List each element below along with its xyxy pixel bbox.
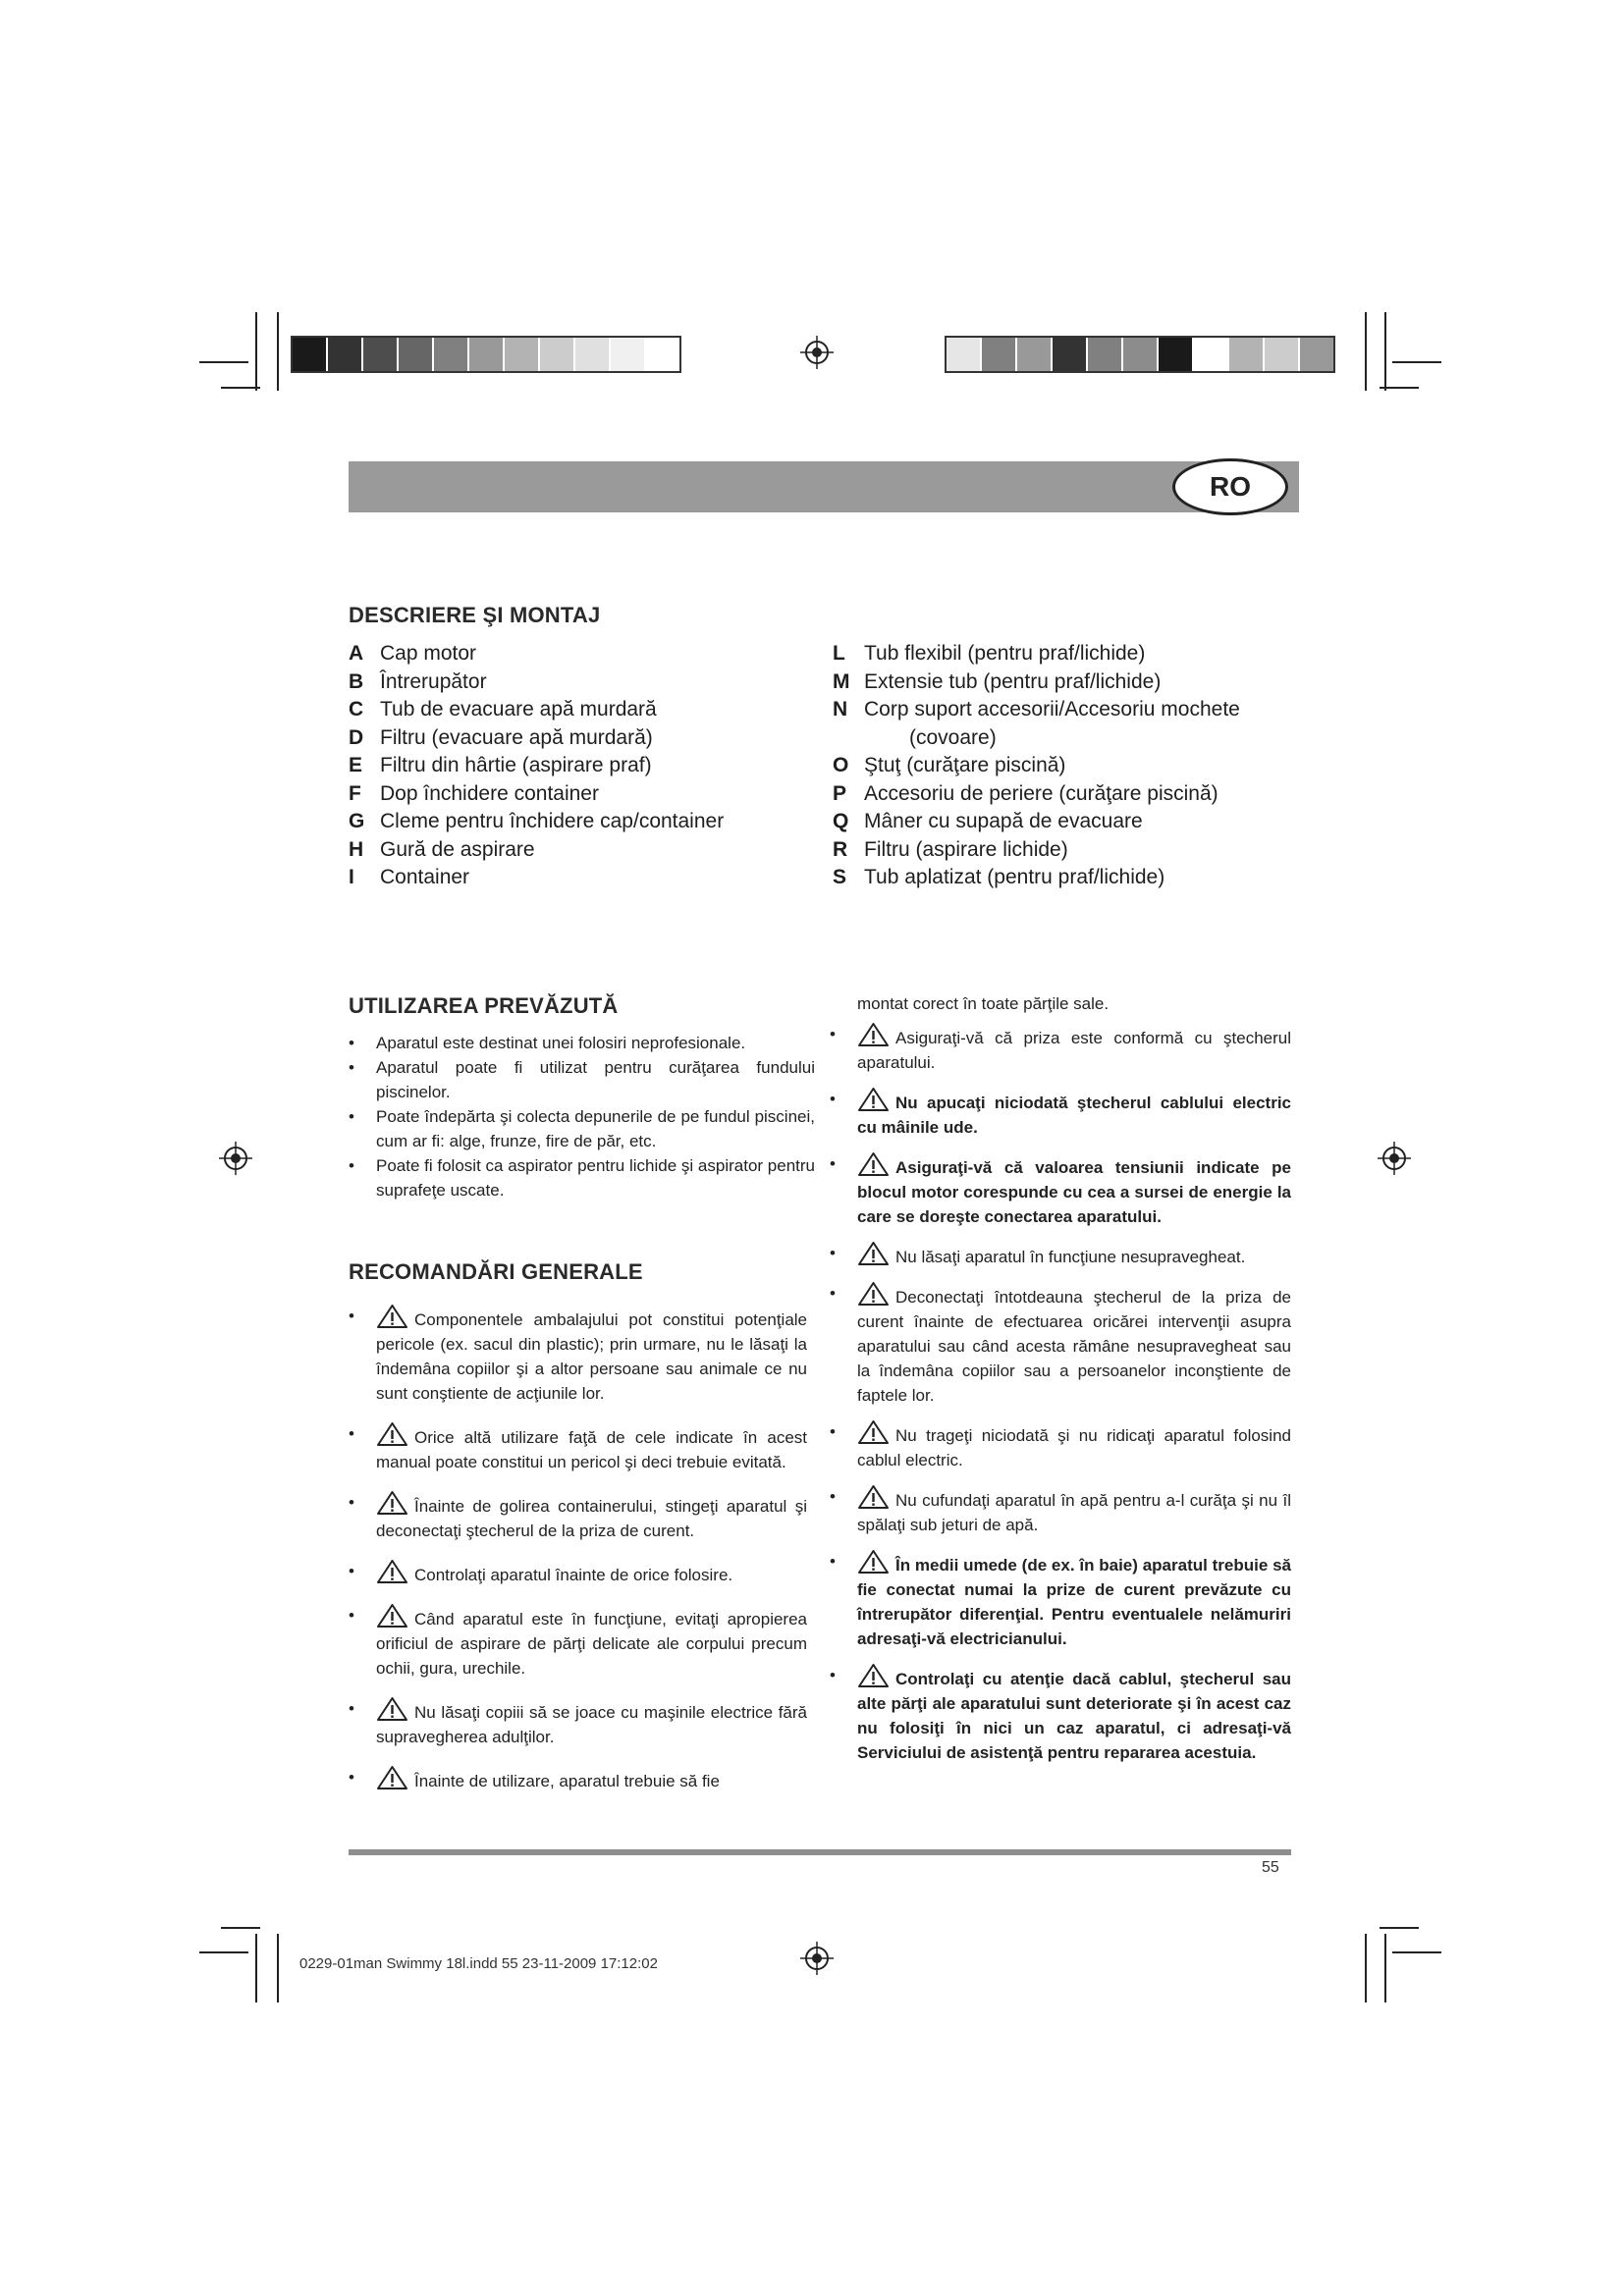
list-item (830, 1663, 1291, 1765)
bullet: • (349, 1562, 354, 1580)
part-label: Gură de aspirare (380, 837, 535, 861)
list-item-text: Nu apucaţi niciodată ştecherul cablului electric cu mâinile ude. (857, 1094, 1291, 1137)
bullet: • (830, 1025, 836, 1043)
crop-mark (1392, 1951, 1441, 1953)
crop-mark (1384, 1934, 1386, 2002)
parts-list-item (833, 724, 1304, 753)
part-label: Cleme pentru închidere cap/container (380, 810, 725, 832)
color-swatch (469, 338, 505, 371)
crop-mark (199, 361, 248, 363)
print-slug: 0229-01man Swimmy 18l.indd 55 23-11-2009 17:12:02 (299, 1955, 658, 1972)
continuation-text: montat corect în toate părţile sale. (857, 994, 1110, 1013)
warning-triangle-icon (857, 1419, 890, 1445)
list-item-text: Nu lăsaţi copiii să se joace cu maşinile electrice fără supravegherea adulţilor. (376, 1703, 807, 1746)
crop-mark (221, 387, 260, 389)
part-key: Q (833, 810, 849, 832)
color-swatch (1229, 338, 1265, 371)
part-key: O (833, 754, 849, 776)
part-label: Extensie tub (pentru praf/lichide) (864, 669, 1162, 693)
list-item (349, 1055, 815, 1104)
warning-triangle-icon (376, 1421, 408, 1447)
color-swatch (1300, 338, 1333, 371)
crop-mark (255, 312, 257, 391)
color-swatch (611, 338, 646, 371)
part-label: Tub de evacuare apă murdară (380, 698, 657, 721)
section-heading-general: RECOMANDĂRI GENERALE (349, 1259, 643, 1284)
part-key: G (349, 810, 365, 832)
part-key: A (349, 642, 364, 665)
list-item-text: Nu trageţi niciodată şi nu ridicaţi aparatul folosind cablul electric. (857, 1426, 1291, 1469)
part-label: Corp suport accesorii/Accesoriu mochete (864, 698, 1240, 721)
color-swatch (363, 338, 399, 371)
crop-mark (199, 1951, 248, 1953)
bullet: • (830, 1154, 836, 1173)
part-key: P (833, 781, 847, 805)
part-key: C (349, 698, 364, 721)
list-item-text: Asiguraţi-vă că valoarea tensiunii indicate pe blocul motor corespunde cu cea a sursei de energie la care se doreşte conectarea aparatului. (857, 1158, 1291, 1226)
list-item (349, 1490, 807, 1543)
list-item (349, 1421, 807, 1474)
parts-list-item (833, 696, 1304, 724)
bullet: • (349, 1107, 354, 1126)
parts-list-item (349, 696, 820, 724)
parts-list-item (349, 752, 820, 780)
part-key: L (833, 642, 845, 665)
parts-list-left (349, 640, 820, 892)
color-swatch (293, 338, 328, 371)
warning-triangle-icon (376, 1696, 408, 1722)
list-item (349, 1304, 807, 1406)
bullet: • (830, 1666, 836, 1684)
color-swatch (1123, 338, 1159, 371)
warning-triangle-icon (376, 1490, 408, 1516)
color-swatch (646, 338, 679, 371)
parts-list-item (833, 668, 1304, 697)
footer-rule (349, 1849, 1291, 1855)
parts-list-item (833, 808, 1304, 836)
parts-list-item (833, 780, 1304, 809)
crop-mark (255, 1934, 257, 2002)
part-label: Cap motor (380, 642, 477, 665)
bullet: • (830, 1422, 836, 1441)
list-item-text: Orice altă utilizare faţă de cele indicate în acest manual poate constitui un pericol şi deci trebuie evitată. (376, 1428, 807, 1471)
registration-mark-icon (219, 1142, 252, 1175)
color-swatch (982, 338, 1017, 371)
warning-triangle-icon (376, 1765, 408, 1790)
page-number: 55 (1262, 1859, 1279, 1876)
section-heading-description: DESCRIERE ŞI MONTAJ (349, 603, 601, 627)
list-item (830, 1419, 1291, 1472)
warning-triangle-icon (857, 1549, 890, 1575)
parts-list-item (833, 836, 1304, 865)
bullet: • (830, 1487, 836, 1506)
registration-mark-icon (1378, 1142, 1411, 1175)
list-item-text: În medii umede (de ex. în baie) aparatul trebuie să fie conectat numai la prize de curent prevăzute cu întrerupător diferenţial. Pentru eventualele nelămuriri adresaţi-vă electricianului. (857, 1556, 1291, 1648)
parts-list-item (349, 808, 820, 836)
intended-use-list (349, 1031, 815, 1202)
color-swatch (1194, 338, 1229, 371)
bullet: • (830, 1090, 836, 1108)
list-item (349, 1104, 815, 1153)
list-item-text: Controlaţi cu atenţie dacă cablul, ştecherul sau alte părţi ale aparatului sunt deteriorate şi în acest caz nu folosiţi în nici un caz aparatul, ci adresaţi-vă Serviciului de asistenţă pentru repararea acestuia. (857, 1670, 1291, 1762)
bullet: • (349, 1156, 354, 1175)
list-item-text: Poate fi folosit ca aspirator pentru lichide şi aspirator pentru suprafeţe uscate. (376, 1156, 815, 1200)
crop-mark (1365, 1934, 1367, 2002)
list-item-text: Deconectaţi întotdeauna ştecherul de la priza de curent înainte de efectuarea oricărei intervenţii asupra aparatului sau când acesta rămâne nesupravegheat sau la îndemâna copiilor sau a persoanelor inconştiente de faptele lor. (857, 1288, 1291, 1405)
list-item (830, 1241, 1291, 1269)
list-item (349, 1765, 807, 1793)
crop-mark (1365, 312, 1367, 391)
warning-triangle-icon (857, 1241, 890, 1266)
color-swatch (1265, 338, 1300, 371)
bullet: • (349, 1058, 354, 1077)
part-key: M (833, 669, 850, 693)
part-key: H (349, 837, 364, 861)
color-swatch (399, 338, 434, 371)
list-item (349, 1153, 815, 1202)
part-label: Filtru (aspirare lichide) (864, 837, 1068, 861)
part-key: F (349, 781, 361, 805)
parts-list-item (833, 640, 1304, 668)
list-item-text: Controlaţi aparatul înainte de orice folosire. (414, 1566, 733, 1584)
color-swatch (1159, 338, 1194, 371)
list-item (349, 1696, 807, 1749)
bullet: • (349, 1034, 354, 1052)
list-item (830, 1087, 1291, 1140)
list-item-text: Înainte de golirea containerului, stingeţi aparatul şi deconectaţi ştecherul de la priza de curent. (376, 1497, 807, 1540)
parts-list-item (349, 780, 820, 809)
part-key: B (349, 669, 364, 693)
bullet: • (349, 1606, 354, 1625)
bullet: • (349, 1493, 354, 1512)
list-item-text: Înainte de utilizare, aparatul trebuie să fie (414, 1772, 720, 1790)
color-swatch (434, 338, 469, 371)
right-column (830, 991, 1291, 1777)
list-item (830, 1022, 1291, 1075)
part-label: Mâner cu supapă de evacuare (864, 810, 1143, 832)
part-label: Accesoriu de periere (curăţare piscină) (864, 781, 1218, 805)
list-item (349, 1559, 807, 1587)
parts-list-item (349, 864, 820, 892)
warning-triangle-icon (857, 1022, 890, 1047)
color-swatch (328, 338, 363, 371)
list-item-text: Aparatul este destinat unei folosiri neprofesionale. (376, 1034, 746, 1052)
parts-list-item (833, 864, 1304, 892)
part-label: Ştuţ (curăţare piscină) (864, 754, 1066, 776)
color-bar-right (945, 336, 1335, 373)
warning-triangle-icon (857, 1151, 890, 1177)
warning-triangle-icon (857, 1484, 890, 1510)
bullet: • (830, 1244, 836, 1262)
parts-list-item (349, 640, 820, 668)
bullet: • (830, 1284, 836, 1303)
list-item (830, 1281, 1291, 1408)
bullet: • (349, 1424, 354, 1443)
part-key: N (833, 698, 848, 721)
crop-mark (221, 1927, 260, 1929)
parts-list-item (349, 724, 820, 753)
parts-list-right (833, 640, 1304, 892)
list-item (830, 1151, 1291, 1229)
list-item (349, 1031, 815, 1055)
part-key: E (349, 754, 363, 776)
crop-mark (277, 312, 279, 391)
color-bar-left (291, 336, 681, 373)
bullet: • (830, 1552, 836, 1571)
list-item-text: Asiguraţi-vă că priza este conformă cu ştecherul aparatului. (857, 1029, 1291, 1072)
warning-triangle-icon (857, 1663, 890, 1688)
header-band (349, 461, 1299, 512)
color-swatch (1053, 338, 1088, 371)
warning-triangle-icon (857, 1281, 890, 1307)
crop-mark (1384, 312, 1386, 391)
part-label: (covoare) (909, 725, 997, 749)
registration-mark-icon (800, 1942, 834, 1975)
list-item-text: Nu lăsaţi aparatul în funcţiune nesupravegheat. (895, 1248, 1246, 1266)
part-label: Tub aplatizat (pentru praf/lichide) (864, 866, 1165, 888)
color-swatch (947, 338, 982, 371)
part-label: Dop închidere container (380, 781, 599, 805)
warning-triangle-icon (376, 1559, 408, 1584)
parts-list-item (349, 668, 820, 697)
color-swatch (575, 338, 611, 371)
part-key: S (833, 866, 847, 888)
bullet: • (349, 1768, 354, 1787)
part-label: Filtru (evacuare apă murdară) (380, 725, 653, 749)
crop-mark (1380, 1927, 1419, 1929)
color-swatch (505, 338, 540, 371)
part-label: Întrerupător (380, 669, 487, 693)
list-item (349, 1603, 807, 1681)
language-badge: RO (1172, 458, 1288, 515)
list-item-text: Aparatul poate fi utilizat pentru curăţarea fundului piscinelor. (376, 1058, 815, 1101)
warning-triangle-icon (857, 1087, 890, 1112)
color-swatch (1088, 338, 1123, 371)
color-swatch (1017, 338, 1053, 371)
part-key: R (833, 837, 848, 861)
warning-triangle-icon (376, 1304, 408, 1329)
crop-mark (1380, 387, 1419, 389)
part-label: Container (380, 866, 470, 888)
list-item-text: Nu cufundaţi aparatul în apă pentru a-l curăţa şi nu îl spălaţi sub jeturi de apă. (857, 1491, 1291, 1534)
list-item-text: Componentele ambalajului pot constitui potenţiale pericole (ex. sacul din plastic); prin urmare, nu le lăsaţi la îndemâna copiilor şi a altor persoane sau animale ce nu sunt conştiente de acţiunile lor. (376, 1310, 807, 1403)
registration-mark-icon (800, 336, 834, 369)
list-item-text: Când aparatul este în funcţiune, evitaţi apropierea orificiul de aspirare de părţi delicate ale corpului precum ochii, gura, urechile. (376, 1610, 807, 1678)
bullet: • (349, 1307, 354, 1325)
crop-mark (277, 1934, 279, 2002)
parts-list-item (833, 752, 1304, 780)
part-key: D (349, 725, 364, 749)
list-item (830, 1484, 1291, 1537)
warning-triangle-icon (376, 1603, 408, 1629)
section-heading-intended-use: UTILIZAREA PREVĂZUTĂ (349, 993, 619, 1018)
general-list-left (349, 1304, 807, 1809)
parts-list-item (349, 836, 820, 865)
list-item (830, 1549, 1291, 1651)
list-item-text: Poate îndepărta şi colecta depunerile de pe fundul piscinei, cum ar fi: alge, frunze, fire de păr, etc. (376, 1107, 815, 1150)
color-swatch (540, 338, 575, 371)
bullet: • (349, 1699, 354, 1718)
part-label: Filtru din hârtie (aspirare praf) (380, 754, 652, 776)
part-label: Tub flexibil (pentru praf/lichide) (864, 642, 1146, 665)
crop-mark (1392, 361, 1441, 363)
part-key: I (349, 866, 354, 888)
